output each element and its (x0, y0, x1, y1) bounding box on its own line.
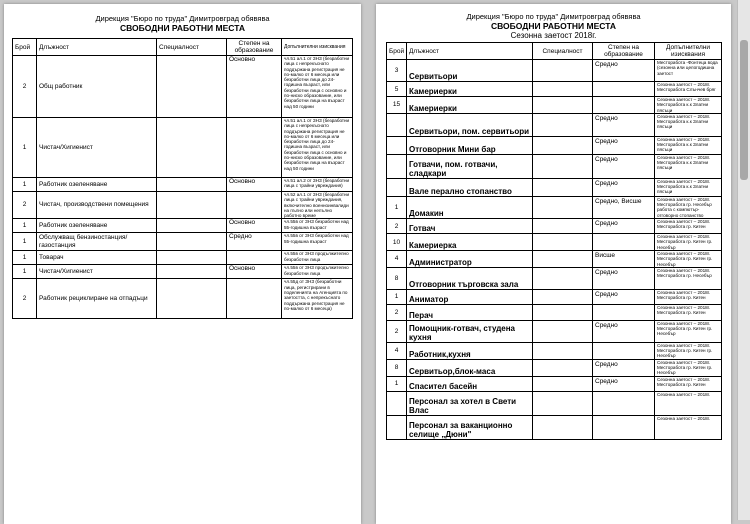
cell-count: 1 (387, 196, 407, 218)
table-row (13, 192, 353, 219)
cell-count (387, 136, 407, 154)
left-table-header-row (13, 39, 353, 56)
cell-count: 8 (387, 267, 407, 289)
cell-specialty (533, 289, 593, 304)
cell-notes: Сезонна заетост – 2018г. Месторабота к.к Златни пясъци (655, 136, 722, 154)
table-row (387, 219, 722, 234)
table-row (13, 219, 353, 233)
cell-education (593, 342, 655, 359)
cell-position: Камериерка (407, 234, 533, 251)
cell-education: Основно (227, 219, 282, 233)
document-page-left (4, 4, 361, 524)
col-header-position: Длъжност (407, 43, 533, 60)
cell-notes: чл.55в от ЗНЗ безработни над 55-годишна възраст (282, 233, 353, 251)
cell-position: Отговорник търговска зала (407, 267, 533, 289)
cell-specialty (533, 391, 593, 415)
cell-count: 1 (13, 251, 37, 265)
cell-count (387, 178, 407, 196)
cell-position: Помощник-готвач, студена кухня (407, 320, 533, 342)
cell-education: Висше (593, 250, 655, 267)
table-row (387, 391, 722, 415)
col-header-count: Брой (13, 39, 37, 56)
cell-specialty (533, 113, 593, 136)
cell-count: 1 (13, 233, 37, 251)
table-row (13, 265, 353, 279)
col-header-count: Брой (387, 43, 407, 60)
cell-education (227, 192, 282, 219)
left-page-title: СВОБОДНИ РАБОТНИ МЕСТА (119, 23, 245, 33)
cell-notes: Сезонна заетост – 2018г. Месторабота к.к Златни пясъци (655, 97, 722, 114)
cell-notes: чл.55в от ЗНЗ продължително безработни лица (282, 251, 353, 265)
col-header-education: Степен на образование (593, 43, 655, 60)
cell-education: Основно (227, 265, 282, 279)
cell-specialty (533, 219, 593, 234)
cell-count: 8 (387, 359, 407, 376)
cell-specialty (157, 56, 227, 118)
table-row (387, 82, 722, 97)
cell-position: Камериерки (407, 97, 533, 114)
table-row (13, 56, 353, 118)
table-row (13, 118, 353, 178)
table-row (387, 342, 722, 359)
cell-notes: Сезонна заетост – 2018г. Месторабота Слънчев бряг (655, 82, 722, 97)
table-row (387, 234, 722, 251)
cell-education (593, 97, 655, 114)
cell-position: Сервитьори (407, 60, 533, 82)
cell-education (593, 234, 655, 251)
vertical-scrollbar[interactable] (737, 0, 750, 520)
cell-count: 2 (387, 304, 407, 320)
cell-count: 1 (13, 178, 37, 192)
table-row (387, 97, 722, 114)
cell-specialty (533, 234, 593, 251)
cell-notes: чл.52 ал.1 от ЗНЗ (безработни лица с трайни увреждания, включително военноинвалиди на пълно или непълно работно време (282, 192, 353, 219)
cell-notes: чл.51 ал.2 от ЗНЗ (безработни лица с трайни увреждания) (282, 178, 353, 192)
cell-specialty (533, 82, 593, 97)
cell-position: Камериерки (407, 82, 533, 97)
col-header-specialty: Специалност (157, 39, 227, 56)
col-header-notes: Допълнителни изисквания (282, 39, 353, 56)
cell-notes: Сезонна заетост – 2018г. (655, 391, 722, 415)
cell-count: 2 (13, 192, 37, 219)
col-header-education: Степен на образование (227, 39, 282, 56)
cell-education: Средно (593, 219, 655, 234)
cell-count: 3 (387, 60, 407, 82)
cell-notes: чл.55в от ЗНЗ продължително безработни лица (282, 265, 353, 279)
cell-notes: Сезонна заетост – 2018г. Месторабота гр. Китен гр. Несебър (655, 250, 722, 267)
cell-position: Работник,кухня (407, 342, 533, 359)
table-row (13, 251, 353, 265)
cell-count: 4 (387, 250, 407, 267)
document-page-right (376, 4, 731, 524)
cell-education (593, 415, 655, 439)
cell-position: Отговорник Мини бар (407, 136, 533, 154)
cell-notes: чл.55д от ЗНЗ (безработни лица, регистрирани в поделенията на Агенцията по заетостта, с непрекъснато поддържана регистрация не по-малко от 6 месеца) (282, 279, 353, 319)
cell-education: Основно (227, 178, 282, 192)
cell-notes: Сезонна заетост – 2018г. Месторабота гр. Китен (655, 376, 722, 391)
cell-notes: Сезонна заетост – 2018г. Месторабота гр. Китен гр. Несебър (655, 234, 722, 251)
cell-notes: Сезонна заетост – 2018г. Месторабота гр. Несебър (655, 267, 722, 289)
cell-notes: Сезонна заетост – 2018г. Месторабота гр. Китен гр. Несебър (655, 359, 722, 376)
cell-position: Обслужващ бензиностанция/газостанция (37, 233, 157, 251)
cell-notes: Сезонна заетост – 2018г. Месторабота к.к Златни пясъци (655, 178, 722, 196)
cell-specialty (533, 342, 593, 359)
cell-position: Чистач, производствени помещения (37, 192, 157, 219)
cell-education: Средно, Висше (593, 196, 655, 218)
cell-notes: Сезонна заетост – 2018г. Месторабота гр. Китен (655, 304, 722, 320)
cell-education: Средно (593, 376, 655, 391)
cell-specialty (157, 233, 227, 251)
cell-education (227, 118, 282, 178)
right-page-header (376, 12, 731, 40)
cell-education: Средно (593, 267, 655, 289)
cell-position: Товарач (37, 251, 157, 265)
cell-education (227, 279, 282, 319)
table-row (387, 320, 722, 342)
cell-position: Перач (407, 304, 533, 320)
table-row (387, 267, 722, 289)
cell-specialty (533, 178, 593, 196)
cell-notes: Сезонна заетост – 2018г. Месторабота к.к Златни пясъци (655, 113, 722, 136)
cell-count (387, 113, 407, 136)
cell-specialty (157, 219, 227, 233)
table-row (387, 359, 722, 376)
cell-count: 2 (387, 219, 407, 234)
cell-position: Персонал за ваканционно селище „Дюни" (407, 415, 533, 439)
cell-notes: Сезонна заетост – 2018г. Месторабота гр. Китен (655, 289, 722, 304)
cell-count: 1 (387, 376, 407, 391)
cell-notes: Сезонна заетост – 2018г. Месторабота к.к Златни пясъци (655, 154, 722, 178)
cell-specialty (533, 60, 593, 82)
cell-notes: Сезонна заетост – 2018г. Месторабота гр. Китен (655, 219, 722, 234)
right-vacancies-table (386, 42, 722, 440)
table-row (387, 60, 722, 82)
cell-notes: Сезонна заетост – 2018г. (655, 415, 722, 439)
cell-specialty (533, 376, 593, 391)
table-row (13, 279, 353, 319)
cell-specialty (157, 265, 227, 279)
right-page-title: СВОБОДНИ РАБОТНИ МЕСТА (490, 21, 616, 31)
cell-count: 15 (387, 97, 407, 114)
cell-specialty (533, 196, 593, 218)
table-row (387, 113, 722, 136)
cell-education: Средно (593, 136, 655, 154)
cell-position: Общ работник (37, 56, 157, 118)
table-row (387, 154, 722, 178)
cell-position: Работник озеленяване (37, 219, 157, 233)
cell-specialty (157, 279, 227, 319)
cell-position: Работник озеленяване (37, 178, 157, 192)
cell-count: 2 (387, 320, 407, 342)
cell-education (227, 251, 282, 265)
cell-count (387, 415, 407, 439)
cell-position: Готвач (407, 219, 533, 234)
table-row (387, 376, 722, 391)
cell-education: Средно (593, 178, 655, 196)
cell-notes: Сезонна заетост – 2018г. Месторабота гр. Несебър работа с компютър-отговорно стопанство (655, 196, 722, 218)
table-row (387, 250, 722, 267)
cell-education: Основно (227, 56, 282, 118)
cell-position: Работник рециклиране на отпадъци (37, 279, 157, 319)
cell-specialty (533, 154, 593, 178)
cell-education: Средно (593, 289, 655, 304)
cell-count (387, 391, 407, 415)
cell-education: Средно (593, 60, 655, 82)
cell-count: 4 (387, 342, 407, 359)
cell-count (387, 154, 407, 178)
table-row (387, 415, 722, 439)
cell-specialty (157, 118, 227, 178)
right-table-header-row (387, 43, 722, 60)
cell-position: Сервитьор,блок-маса (407, 359, 533, 376)
cell-education: Средно (593, 154, 655, 178)
cell-position: Спасител басейн (407, 376, 533, 391)
right-header-line: Дирекция "Бюро по труда" Димитровград обявява (466, 12, 641, 21)
cell-notes: Сезонна заетост – 2018г. Месторабота гр. Китен гр. Несебър (655, 320, 722, 342)
cell-specialty (533, 267, 593, 289)
cell-position: Вале перално стопанство (407, 178, 533, 196)
table-row (387, 304, 722, 320)
cell-notes: Месторабота -Фонтеца вода (сезонна или целогодишна заетост (655, 60, 722, 82)
cell-specialty (533, 136, 593, 154)
cell-specialty (533, 250, 593, 267)
cell-position: Готвачи, пом. готвачи, сладкари (407, 154, 533, 178)
cell-count: 1 (13, 118, 37, 178)
cell-specialty (157, 251, 227, 265)
cell-count: 2 (13, 279, 37, 319)
cell-specialty (157, 178, 227, 192)
cell-notes: чл.51 ал.1 от ЗНЗ (безработни лица с непрекъснато поддържана регистрация не по-малко от 6 месеца или безработни лица до 24-годишна възраст, или безработни лица с основно и по-ниско образование, или безработни лица на възраст над 50 години (282, 56, 353, 118)
cell-specialty (533, 320, 593, 342)
cell-specialty (157, 192, 227, 219)
cell-notes: Сезонна заетост – 2018г. Месторабота гр. Китен гр. Несебър (655, 342, 722, 359)
table-row (387, 289, 722, 304)
cell-position: Чистач/Хигиенист (37, 118, 157, 178)
cell-education: Средно (593, 113, 655, 136)
cell-position: Аниматор (407, 289, 533, 304)
cell-position: Персонал за хотел в Свети Влас (407, 391, 533, 415)
left-vacancies-table (12, 38, 353, 319)
cell-education: Средно (593, 320, 655, 342)
left-header-line: Дирекция "Бюро по труда" Димитровград обявява (95, 14, 270, 23)
cell-position: Администратор (407, 250, 533, 267)
cell-count: 1 (387, 289, 407, 304)
table-row (387, 178, 722, 196)
col-header-notes: Допълнителни изисквания (655, 43, 722, 60)
cell-education (593, 391, 655, 415)
cell-specialty (533, 304, 593, 320)
cell-position: Домакин (407, 196, 533, 218)
cell-position: Чистач/Хигиенист (37, 265, 157, 279)
col-header-specialty: Специалност (533, 43, 593, 60)
cell-notes: чл.55в от ЗНЗ безработни над 55-годишна възраст (282, 219, 353, 233)
left-page-header (4, 14, 361, 33)
cell-notes: чл.51 ал.1 от ЗНЗ (безработни лица с непрекъснато поддържана регистрация не по-малко от 6 месеца или безработни лица до 24-годишна възраст, или безработни лица с основно и по-ниско образование, или безработни лица на възраст над 50 години (282, 118, 353, 178)
cell-specialty (533, 97, 593, 114)
cell-specialty (533, 415, 593, 439)
col-header-position: Длъжност (37, 39, 157, 56)
table-row (13, 233, 353, 251)
cell-count: 1 (13, 265, 37, 279)
scrollbar-thumb[interactable] (740, 40, 748, 180)
cell-position: Сервитьори, пом. сервитьори (407, 113, 533, 136)
cell-count: 2 (13, 56, 37, 118)
cell-education (593, 82, 655, 97)
right-page-subtitle: Сезонна заетост 2018г. (510, 31, 597, 40)
table-row (387, 136, 722, 154)
cell-specialty (533, 359, 593, 376)
cell-education: Средно (227, 233, 282, 251)
cell-count: 10 (387, 234, 407, 251)
table-row (13, 178, 353, 192)
cell-education (593, 304, 655, 320)
cell-education: Средно (593, 359, 655, 376)
cell-count: 5 (387, 82, 407, 97)
cell-count: 1 (13, 219, 37, 233)
table-row (387, 196, 722, 218)
